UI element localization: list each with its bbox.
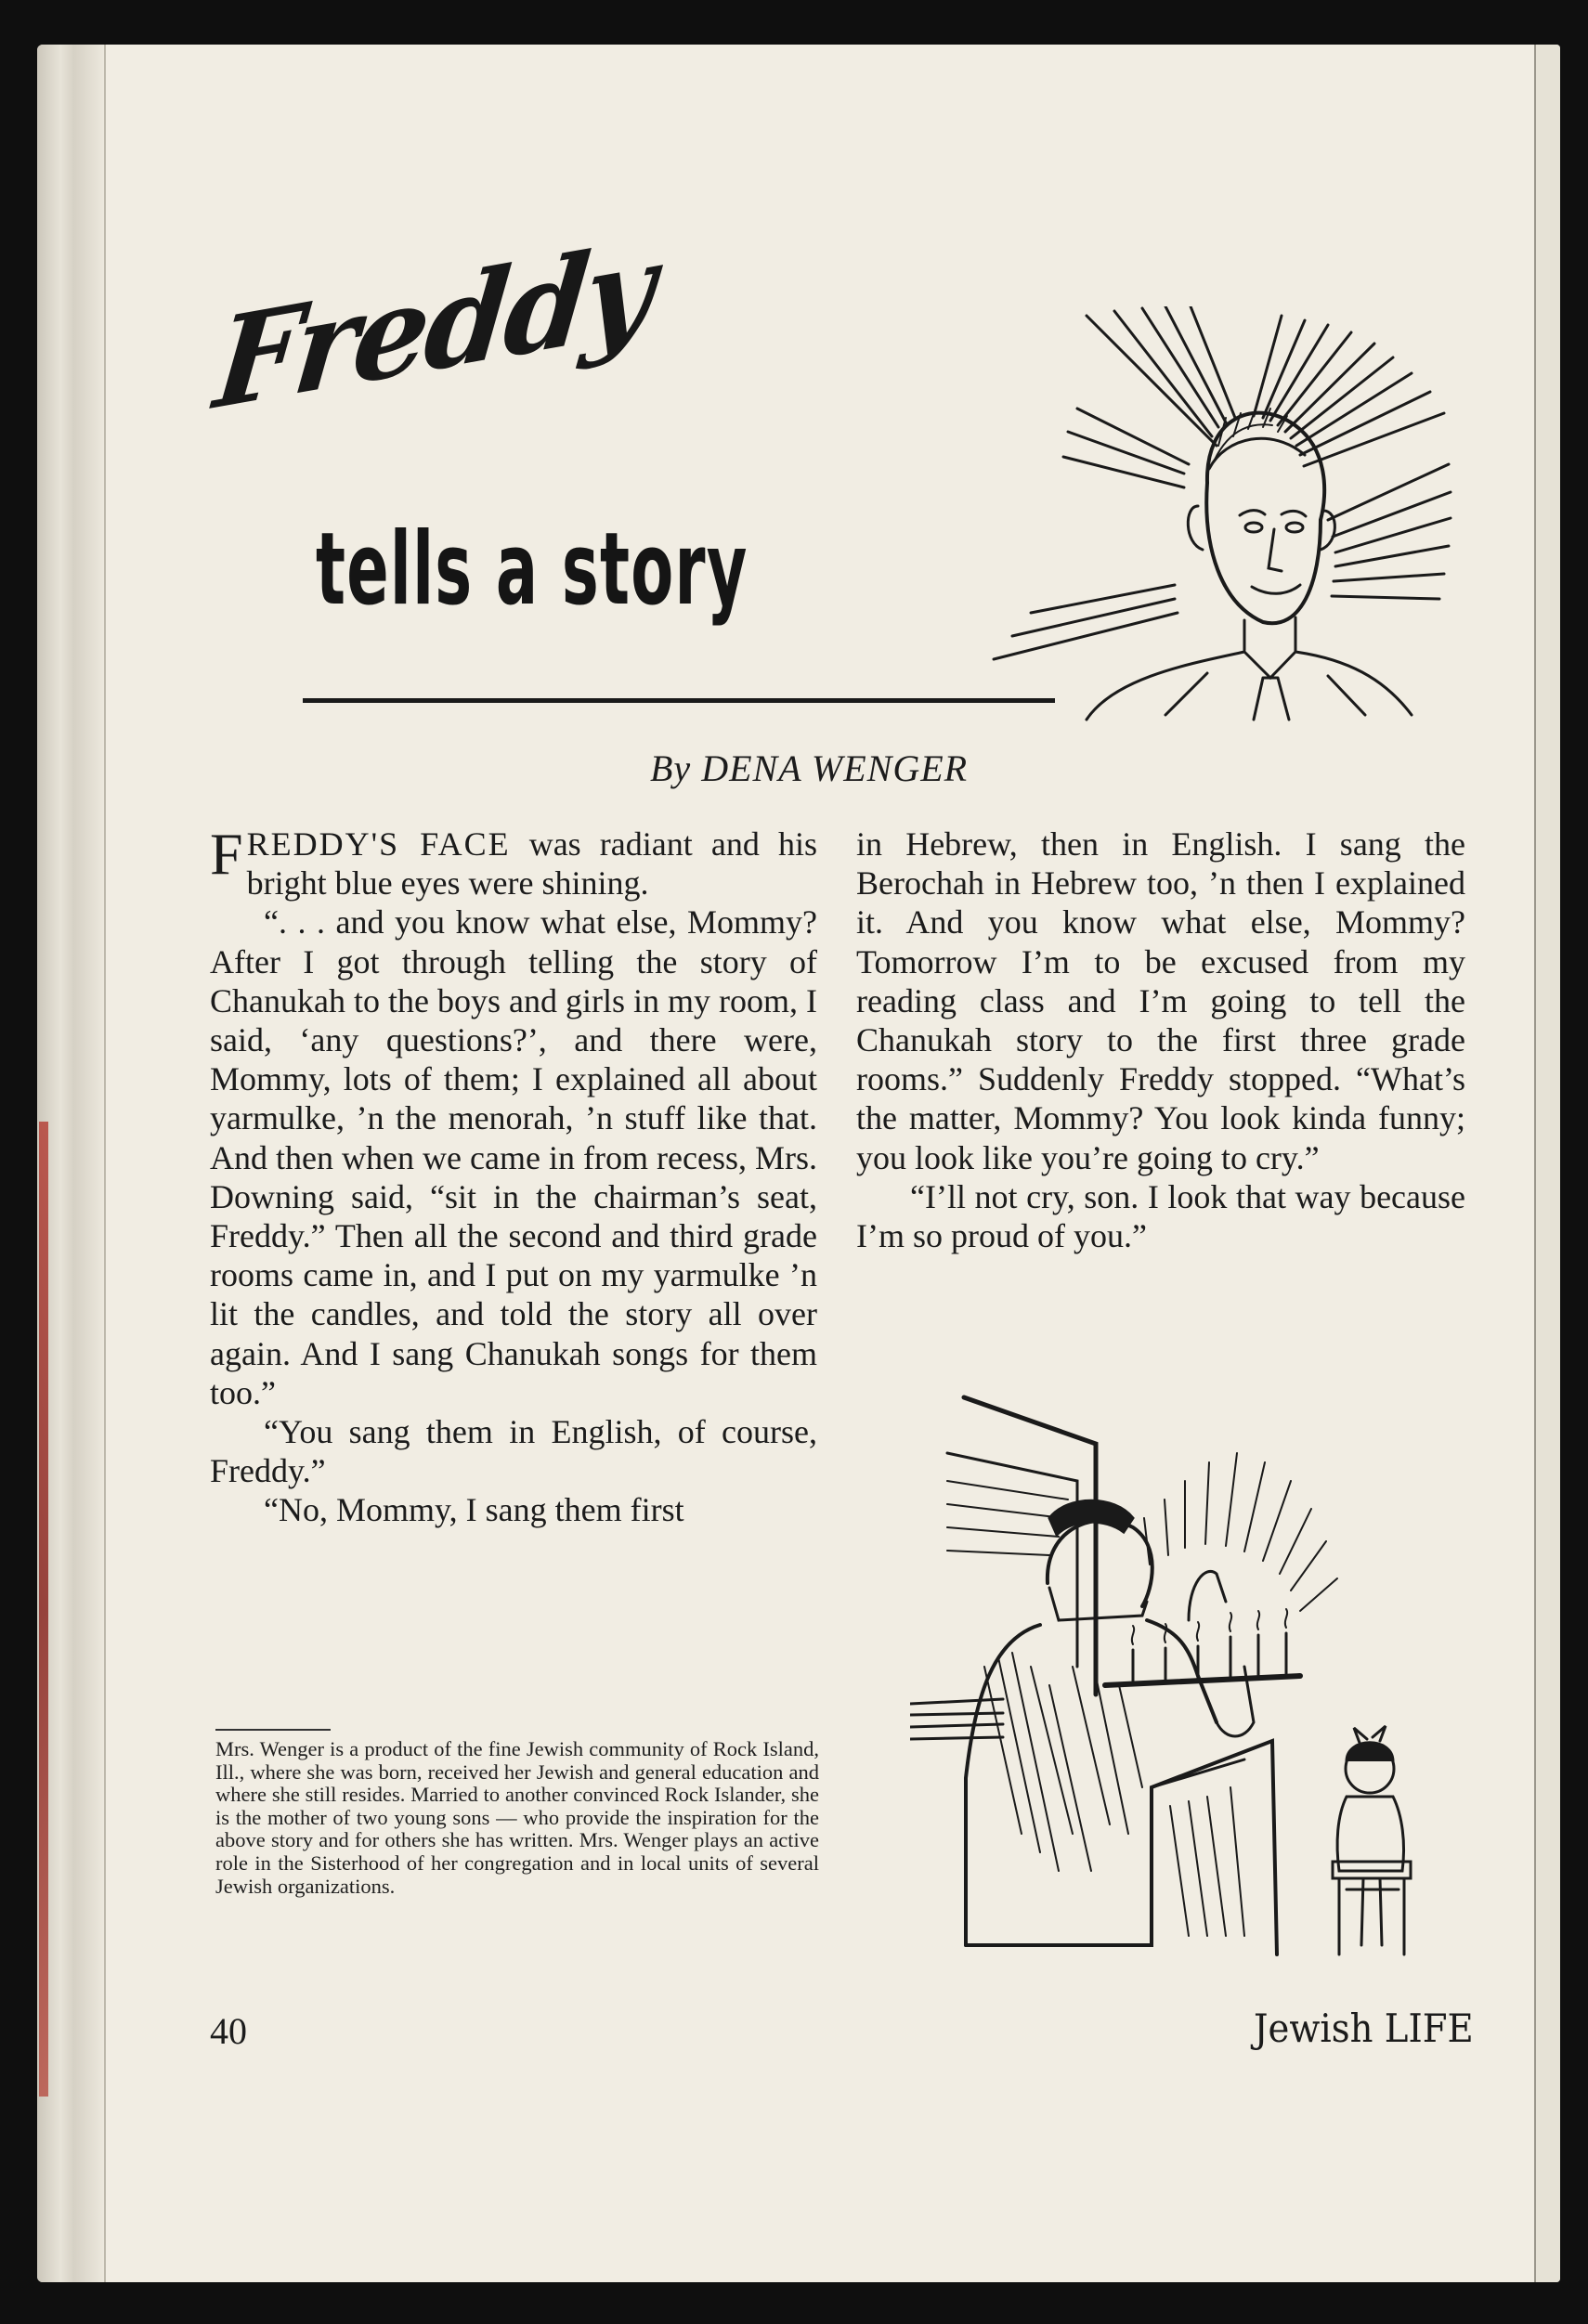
byline: By DENA WENGER: [650, 747, 969, 789]
spine-red-edge: [39, 1122, 48, 2097]
title-main: tells a story: [316, 512, 748, 628]
author-footnote: Mrs. Wenger is a product of the fine Jewish community of Rock Island, Ill., where she was born, received her Jewish and general education and where she still resides. Married to another convinced Rock Islander, she is the mother of two young sons — who provide the inspiration for the above story and for others she has written. Mrs. Wenger plays an active role in the Sisterhood of her congregation and in local units of several Jewish organizations.: [215, 1737, 819, 1898]
lead-in: REDDY'S FACE: [246, 825, 511, 863]
boy-portrait-illustration: [975, 306, 1458, 724]
footnote-rule: [215, 1729, 331, 1731]
title-script: Freddy: [208, 214, 658, 438]
paragraph-1: [210, 821, 817, 902]
publication-name: Jewish LIFE: [1254, 2006, 1474, 2051]
article-column-1: [210, 821, 817, 1530]
paragraph-2: “. . . and you know what else, Mommy? After I got through telling the story of Chanukah to the boys and girls in my room, I said, ‘any questions?’, and there were, Mommy, lots of them; I explained all about yarmulke, ’n the menorah, ’n stuff like that. And then when we came in from recess, Mrs. Downing said, “sit in the chairman’s seat, Freddy.” Then all the second and third grade rooms came in, and I put on my yarmulke ’n lit the candles, and told the story all over again. And I sang Chanukah songs for them too.”: [210, 903, 817, 1411]
paragraph-1-text: was radiant and his bright blue eyes were shining.: [246, 825, 817, 902]
paragraph-6: “I’ll not cry, son. I look that way because I’m so proud of you.”: [856, 1177, 1465, 1255]
facing-page-edge: [1534, 45, 1560, 2282]
page-number: 40: [210, 2010, 247, 2052]
title-underline: [303, 698, 1055, 703]
paragraph-5: in Hebrew, then in English. I sang the Berochah in Hebrew too, ’n then I explained it. And you know what else, Mommy? Tomorrow I’m to be excused from my reading class and I’m going to tell the Chanukah story to the first three grade rooms.” Suddenly Freddy stopped. “What’s the matter, Mommy? You look kinda funny; you look like you’re going to cry.”: [856, 825, 1465, 1176]
drop-cap: F: [210, 821, 243, 887]
article-column-2: [856, 824, 1465, 1255]
paragraph-3: “You sang them in English, of course, Freddy.”: [210, 1413, 817, 1490]
boy-lighting-menorah-illustration: [910, 1388, 1430, 1968]
paragraph-4: “No, Mommy, I sang them first: [264, 1491, 684, 1529]
